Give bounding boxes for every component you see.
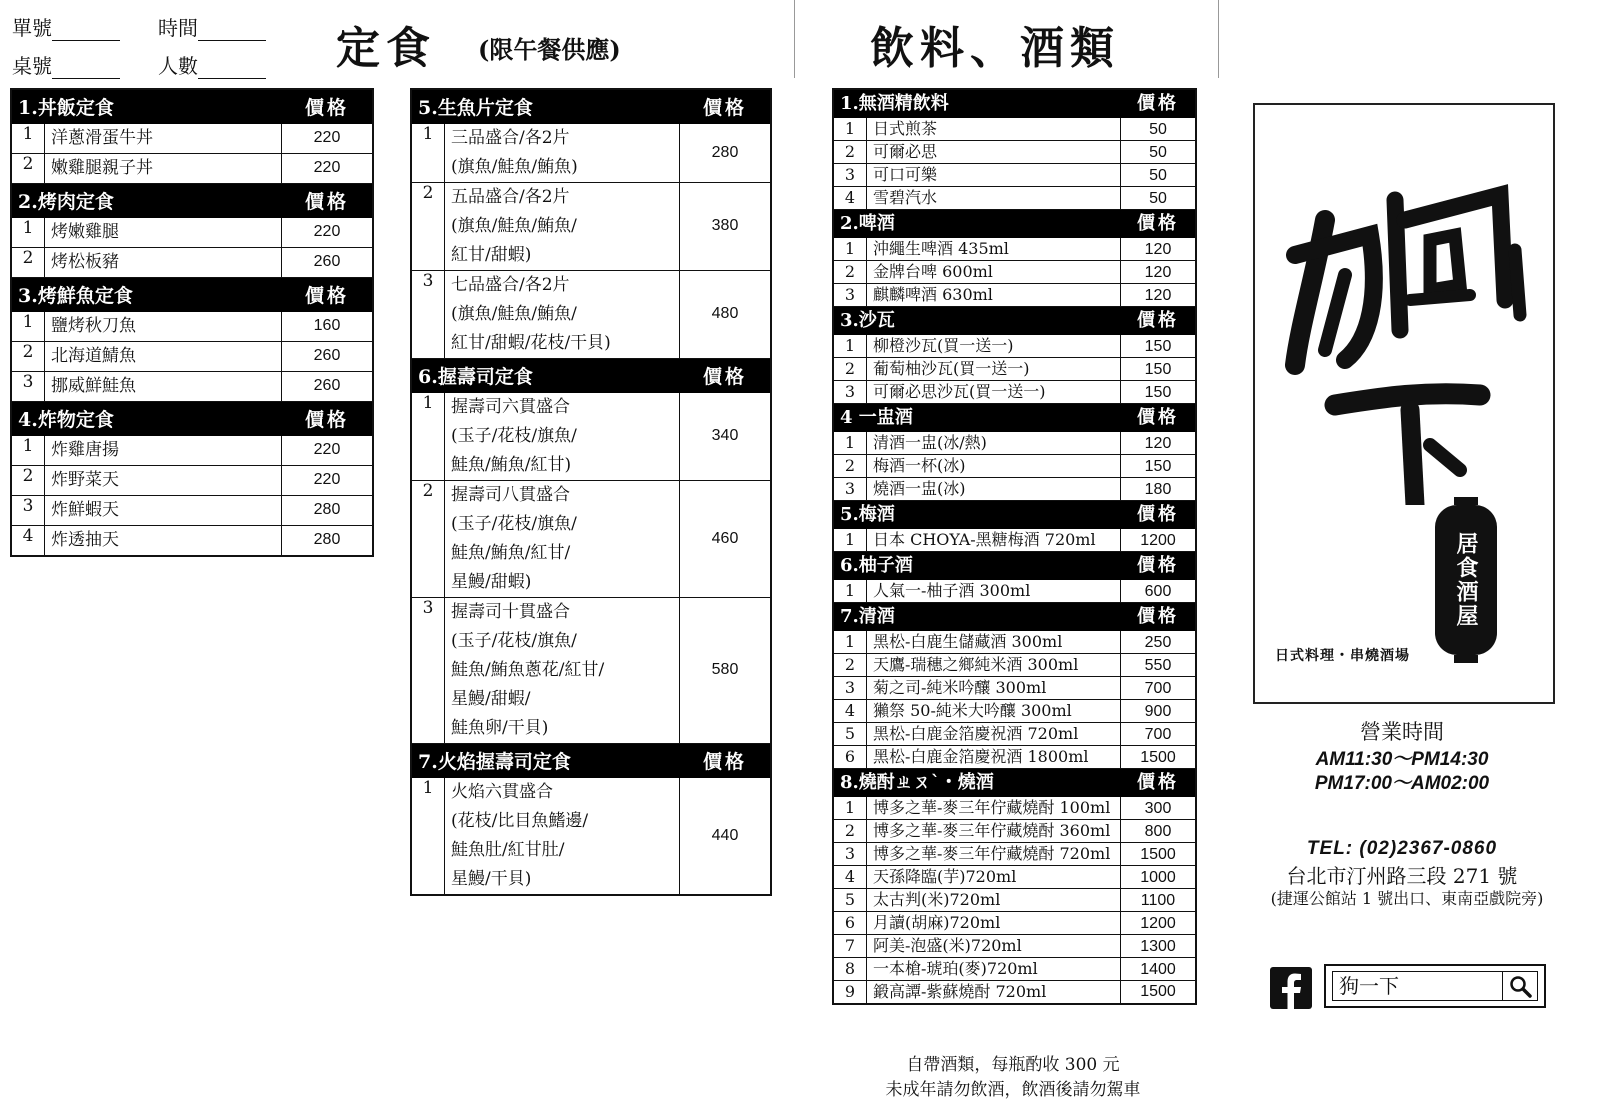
hours-dinner: PM17:00～AM02:00 xyxy=(1314,773,1490,794)
item-number: 1 xyxy=(833,335,867,358)
price-header: 價格 xyxy=(1121,552,1197,580)
item-price: 1500 xyxy=(1121,746,1197,769)
menu-row xyxy=(833,700,1196,723)
price-header: 價格 xyxy=(680,89,772,123)
section-title: 4 一盅酒 xyxy=(833,404,1121,432)
item-name: 博多之華-麥三年佇藏燒酎 360ml xyxy=(867,820,1121,843)
set-meal-note: (限午餐供應) xyxy=(478,35,621,64)
menu-row xyxy=(411,182,771,270)
menu-row xyxy=(11,341,373,371)
item-number: 1 xyxy=(833,238,867,261)
item-price: 340 xyxy=(680,392,772,480)
item-number: 1 xyxy=(11,123,45,153)
section-title: 6.握壽司定食 xyxy=(411,358,680,392)
item-price: 600 xyxy=(1121,580,1197,603)
phone-number: TEL: (02)2367-0860 xyxy=(1306,838,1498,859)
menu-row xyxy=(833,723,1196,746)
item-name: 黑松-白鹿金箔慶祝酒 720ml xyxy=(867,723,1121,746)
item-number: 1 xyxy=(411,777,445,895)
menu-row xyxy=(833,238,1196,261)
item-name: 清酒一盅(冰/熱) xyxy=(867,432,1121,455)
item-price: 380 xyxy=(680,182,772,270)
item-price: 260 xyxy=(282,371,374,401)
section-header xyxy=(11,183,373,217)
item-number: 2 xyxy=(11,153,45,183)
item-name: 挪威鮮鮭魚 xyxy=(45,371,282,401)
item-price: 50 xyxy=(1121,118,1197,141)
people-count-field: 人數 xyxy=(158,50,266,79)
section-header xyxy=(833,210,1196,238)
item-name xyxy=(445,270,680,358)
item-price: 550 xyxy=(1121,654,1197,677)
facebook-search-input[interactable]: 狗一下 xyxy=(1332,971,1536,1001)
item-number: 6 xyxy=(833,912,867,935)
item-number: 1 xyxy=(833,118,867,141)
section-title: 4.炸物定食 xyxy=(11,401,282,435)
item-line: (花枝/比目魚鰭邊/ xyxy=(451,810,589,831)
price-header: 價格 xyxy=(1121,769,1197,797)
item-name: 葡萄柚沙瓦(買一送一) xyxy=(867,358,1121,381)
item-name xyxy=(445,597,680,743)
item-price: 260 xyxy=(282,341,374,371)
brand-logo-panel xyxy=(1253,103,1555,704)
price-header: 價格 xyxy=(1121,210,1197,238)
section-header xyxy=(833,404,1196,432)
item-name: 鹽烤秋刀魚 xyxy=(45,311,282,341)
item-name: 日本 CHOYA-黑糖梅酒 720ml xyxy=(867,529,1121,552)
item-number: 8 xyxy=(833,958,867,981)
item-line: 握壽司八貫盛合 xyxy=(451,484,570,505)
item-price: 1200 xyxy=(1121,529,1197,552)
section-header xyxy=(11,277,373,311)
item-number: 2 xyxy=(833,654,867,677)
drinks-menu xyxy=(832,88,1197,1005)
item-line: 紅甘/甜蝦/花枝/干貝) xyxy=(451,332,611,353)
menu-row xyxy=(833,187,1196,210)
item-number: 1 xyxy=(11,217,45,247)
address-note: (捷運公館站 1 號出口、東南亞戲院旁) xyxy=(1270,889,1544,908)
item-line: (旗魚/鮭魚/鮪魚/ xyxy=(451,215,577,236)
item-line: 七品盛合/各2片 xyxy=(451,274,570,295)
item-number: 3 xyxy=(833,677,867,700)
item-price: 800 xyxy=(1121,820,1197,843)
section-title: 1.丼飯定食 xyxy=(11,89,282,123)
item-price: 260 xyxy=(282,247,374,277)
section-header xyxy=(833,501,1196,529)
price-header: 價格 xyxy=(282,401,374,435)
menu-row xyxy=(833,912,1196,935)
section-title: 7.火焰握壽司定食 xyxy=(411,743,680,777)
section-header xyxy=(411,89,771,123)
item-name: 天鷹-瑞穗之鄉純米酒 300ml xyxy=(867,654,1121,677)
drinking-warning: 未成年請勿飲酒，飲酒後請勿駕車 xyxy=(885,1080,1141,1100)
item-number: 3 xyxy=(11,495,45,525)
item-number: 2 xyxy=(11,247,45,277)
time-field: 時間 xyxy=(158,12,266,41)
item-number: 4 xyxy=(833,187,867,210)
byob-note: 自帶酒類，每瓶酌收 300 元 xyxy=(906,1055,1120,1075)
section-header xyxy=(411,358,771,392)
section-title: 7.清酒 xyxy=(833,603,1121,631)
section-title: 6.柚子酒 xyxy=(833,552,1121,580)
item-line: 五品盛合/各2片 xyxy=(451,186,570,207)
item-number: 1 xyxy=(833,631,867,654)
item-price: 120 xyxy=(1121,261,1197,284)
item-name: 炸野菜天 xyxy=(45,465,282,495)
item-name: 嫩雞腿親子丼 xyxy=(45,153,282,183)
menu-row xyxy=(833,580,1196,603)
menu-row xyxy=(411,597,771,743)
item-line: 鮭魚/鮪魚蔥花/紅甘/ xyxy=(451,659,605,680)
item-name: 烤嫩雞腿 xyxy=(45,217,282,247)
item-price: 150 xyxy=(1121,358,1197,381)
item-line: 星鰻/甜蝦) xyxy=(451,571,532,592)
item-name: 黑松-白鹿生儲藏酒 300ml xyxy=(867,631,1121,654)
menu-row xyxy=(833,478,1196,501)
section-header xyxy=(833,603,1196,631)
item-name: 可爾必思 xyxy=(867,141,1121,164)
menu-row xyxy=(833,358,1196,381)
section-header xyxy=(11,401,373,435)
item-line: 握壽司十貫盛合 xyxy=(451,601,570,622)
facebook-search-box xyxy=(1324,964,1546,1008)
item-number: 4 xyxy=(11,525,45,556)
item-name: 柳橙沙瓦(買一送一) xyxy=(867,335,1121,358)
menu-row xyxy=(833,746,1196,769)
item-number: 2 xyxy=(833,455,867,478)
menu-row xyxy=(11,311,373,341)
menu-row xyxy=(11,123,373,153)
menu-row xyxy=(833,164,1196,187)
item-price: 160 xyxy=(282,311,374,341)
search-icon xyxy=(1503,972,1537,1000)
menu-row xyxy=(833,631,1196,654)
item-line: (旗魚/鮭魚/鮪魚) xyxy=(451,156,578,177)
item-number: 1 xyxy=(411,123,445,182)
section-title: 5.梅酒 xyxy=(833,501,1121,529)
menu-row xyxy=(833,654,1196,677)
item-price: 1500 xyxy=(1121,843,1197,866)
table-number-field: 桌號 xyxy=(12,50,120,79)
item-name: 金牌台啤 600ml xyxy=(867,261,1121,284)
item-number: 4 xyxy=(833,700,867,723)
item-price: 50 xyxy=(1121,187,1197,210)
item-line: 紅甘/甜蝦) xyxy=(451,244,532,265)
item-number: 1 xyxy=(833,580,867,603)
menu-row xyxy=(11,525,373,556)
item-price: 280 xyxy=(282,525,374,556)
item-name: 雪碧汽水 xyxy=(867,187,1121,210)
item-price: 50 xyxy=(1121,164,1197,187)
facebook-icon[interactable] xyxy=(1270,967,1312,1009)
section-title: 3.烤鮮魚定食 xyxy=(11,277,282,311)
item-line: 三品盛合/各2片 xyxy=(451,127,570,148)
menu-row xyxy=(833,677,1196,700)
menu-row xyxy=(833,261,1196,284)
item-price: 220 xyxy=(282,153,374,183)
item-number: 7 xyxy=(833,935,867,958)
item-name: 可口可樂 xyxy=(867,164,1121,187)
item-name: 鍛高譚-紫蘇燒酎 720ml xyxy=(867,981,1121,1004)
item-number: 1 xyxy=(833,797,867,820)
item-price: 1000 xyxy=(1121,866,1197,889)
menu-row xyxy=(11,371,373,401)
item-price: 1400 xyxy=(1121,958,1197,981)
price-header: 價格 xyxy=(680,358,772,392)
search-button[interactable] xyxy=(1502,971,1538,1001)
item-price: 120 xyxy=(1121,238,1197,261)
item-name: 梅酒一杯(冰) xyxy=(867,455,1121,478)
menu-row xyxy=(11,435,373,465)
address: 台北市汀州路三段 271 號 xyxy=(1286,864,1518,888)
item-number: 1 xyxy=(11,435,45,465)
item-price: 700 xyxy=(1121,723,1197,746)
menu-row xyxy=(833,432,1196,455)
item-name xyxy=(445,182,680,270)
item-number: 3 xyxy=(411,597,445,743)
item-name: 燒酒一盅(冰) xyxy=(867,478,1121,501)
item-number: 1 xyxy=(833,432,867,455)
item-price: 700 xyxy=(1121,677,1197,700)
item-price: 150 xyxy=(1121,455,1197,478)
item-number: 9 xyxy=(833,981,867,1004)
item-price: 480 xyxy=(680,270,772,358)
menu-row xyxy=(411,777,771,895)
menu-row xyxy=(833,141,1196,164)
item-number: 2 xyxy=(11,465,45,495)
item-price: 280 xyxy=(282,495,374,525)
item-name: 炸雞唐揚 xyxy=(45,435,282,465)
section-header xyxy=(833,89,1196,118)
item-number: 2 xyxy=(411,480,445,597)
item-line: 鮭魚/鮪魚/紅甘) xyxy=(451,454,572,475)
price-header: 價格 xyxy=(282,277,374,311)
item-price: 220 xyxy=(282,123,374,153)
lantern-logo: 居食酒屋 xyxy=(1435,505,1497,655)
item-price: 300 xyxy=(1121,797,1197,820)
item-name: 人氣一-柚子酒 300ml xyxy=(867,580,1121,603)
menu-row xyxy=(833,529,1196,552)
item-line: 星鰻/甜蝦/ xyxy=(451,688,531,709)
item-price: 1200 xyxy=(1121,912,1197,935)
item-name: 黑松-白鹿金箔慶祝酒 1800ml xyxy=(867,746,1121,769)
menu-row xyxy=(833,797,1196,820)
item-number: 3 xyxy=(11,371,45,401)
price-header: 價格 xyxy=(1121,501,1197,529)
hours-lunch: AM11:30～PM14:30 xyxy=(1315,749,1489,770)
menu-row xyxy=(411,123,771,182)
item-number: 2 xyxy=(833,358,867,381)
menu-row xyxy=(833,981,1196,1004)
item-name xyxy=(445,777,680,895)
item-line: (玉子/花枝/旗魚/ xyxy=(451,425,577,446)
item-line: (玉子/花枝/旗魚/ xyxy=(451,630,577,651)
item-number: 1 xyxy=(11,311,45,341)
item-name: 博多之華-麥三年佇藏燒酎 720ml xyxy=(867,843,1121,866)
item-price: 220 xyxy=(282,435,374,465)
item-name: 阿美-泡盛(米)720ml xyxy=(867,935,1121,958)
item-line: 握壽司六貫盛合 xyxy=(451,396,570,417)
price-header: 價格 xyxy=(1121,307,1197,335)
item-name: 洋蔥滑蛋牛丼 xyxy=(45,123,282,153)
set-meal-menu-left xyxy=(10,88,374,557)
item-number: 5 xyxy=(833,889,867,912)
item-number: 3 xyxy=(833,478,867,501)
item-price: 440 xyxy=(680,777,772,895)
order-number-field: 單號 xyxy=(12,12,120,41)
item-name: 獺祭 50-純米大吟釀 300ml xyxy=(867,700,1121,723)
item-price: 280 xyxy=(680,123,772,182)
section-title: 3.沙瓦 xyxy=(833,307,1121,335)
price-header: 價格 xyxy=(1121,603,1197,631)
item-number: 3 xyxy=(833,381,867,404)
item-price: 250 xyxy=(1121,631,1197,654)
item-price: 1100 xyxy=(1121,889,1197,912)
price-header: 價格 xyxy=(1121,89,1197,118)
menu-row xyxy=(11,495,373,525)
drinks-title: 飲料、酒類 xyxy=(870,23,1120,74)
item-number: 1 xyxy=(833,529,867,552)
item-price: 220 xyxy=(282,465,374,495)
menu-row xyxy=(833,935,1196,958)
menu-row xyxy=(833,958,1196,981)
menu-row xyxy=(411,480,771,597)
item-number: 2 xyxy=(833,141,867,164)
item-price: 120 xyxy=(1121,432,1197,455)
item-line: 火焰六貫盛合 xyxy=(451,781,553,802)
menu-row xyxy=(833,820,1196,843)
item-line: (玉子/花枝/旗魚/ xyxy=(451,513,577,534)
item-number: 1 xyxy=(411,392,445,480)
menu-row xyxy=(11,247,373,277)
item-number: 2 xyxy=(411,182,445,270)
price-header: 價格 xyxy=(1121,404,1197,432)
section-title: 5.生魚片定食 xyxy=(411,89,680,123)
item-name: 博多之華-麥三年佇藏燒酎 100ml xyxy=(867,797,1121,820)
menu-row xyxy=(11,153,373,183)
item-line: 鮭魚卵/干貝) xyxy=(451,717,549,738)
item-line: 星鰻/干貝) xyxy=(451,868,532,889)
menu-row xyxy=(833,843,1196,866)
item-number: 3 xyxy=(833,843,867,866)
item-number: 4 xyxy=(833,866,867,889)
section-header xyxy=(833,552,1196,580)
menu-row xyxy=(833,335,1196,358)
section-title: 2.烤肉定食 xyxy=(11,183,282,217)
item-number: 3 xyxy=(411,270,445,358)
price-header: 價格 xyxy=(282,183,374,217)
item-name: 沖繩生啤酒 435ml xyxy=(867,238,1121,261)
item-price: 580 xyxy=(680,597,772,743)
item-number: 2 xyxy=(833,820,867,843)
item-name: 一本槍-琥珀(麥)720ml xyxy=(867,958,1121,981)
item-number: 2 xyxy=(833,261,867,284)
item-price: 1500 xyxy=(1121,981,1197,1004)
section-header xyxy=(833,307,1196,335)
item-name: 月讀(胡麻)720ml xyxy=(867,912,1121,935)
item-name: 天孫降臨(芋)720ml xyxy=(867,866,1121,889)
section-title: 2.啤酒 xyxy=(833,210,1121,238)
item-name: 北海道鯖魚 xyxy=(45,341,282,371)
item-number: 2 xyxy=(11,341,45,371)
item-price: 180 xyxy=(1121,478,1197,501)
section-title: 8.燒酎ㄓㄡˋ・燒酒 xyxy=(833,769,1121,797)
section-title: 1.無酒精飲料 xyxy=(833,89,1121,118)
item-number: 6 xyxy=(833,746,867,769)
brand-logo-calligraphy xyxy=(1255,125,1549,505)
item-name xyxy=(445,123,680,182)
set-meal-menu-middle xyxy=(410,88,772,896)
item-price: 50 xyxy=(1121,141,1197,164)
menu-row xyxy=(411,270,771,358)
item-name: 炸透抽天 xyxy=(45,525,282,556)
menu-row xyxy=(833,866,1196,889)
menu-row xyxy=(833,284,1196,307)
item-price: 120 xyxy=(1121,284,1197,307)
menu-row xyxy=(833,889,1196,912)
item-name: 日式煎茶 xyxy=(867,118,1121,141)
item-price: 460 xyxy=(680,480,772,597)
menu-row xyxy=(411,392,771,480)
menu-row xyxy=(833,118,1196,141)
price-header: 價格 xyxy=(680,743,772,777)
item-line: 鮭魚肚/紅甘肚/ xyxy=(451,839,565,860)
item-price: 220 xyxy=(282,217,374,247)
menu-row xyxy=(833,381,1196,404)
brand-tagline: 日式料理・串燒酒場 xyxy=(1275,648,1410,664)
item-name: 烤松板豬 xyxy=(45,247,282,277)
menu-row xyxy=(833,455,1196,478)
hours-title: 營業時間 xyxy=(1360,720,1444,744)
item-name: 麒麟啤酒 630ml xyxy=(867,284,1121,307)
item-number: 3 xyxy=(833,284,867,307)
section-header xyxy=(411,743,771,777)
item-price: 150 xyxy=(1121,335,1197,358)
section-header xyxy=(11,89,373,123)
menu-row xyxy=(11,465,373,495)
menu-row xyxy=(11,217,373,247)
item-name xyxy=(445,480,680,597)
item-number: 5 xyxy=(833,723,867,746)
set-meal-title: 定食 xyxy=(336,23,436,74)
item-name: 菊之司-純米吟釀 300ml xyxy=(867,677,1121,700)
price-header: 價格 xyxy=(282,89,374,123)
item-line: 鮭魚/鮪魚/紅甘/ xyxy=(451,542,571,563)
item-number: 3 xyxy=(833,164,867,187)
item-name: 可爾必思沙瓦(買一送一) xyxy=(867,381,1121,404)
item-line: (旗魚/鮭魚/鮪魚/ xyxy=(451,303,577,324)
item-price: 900 xyxy=(1121,700,1197,723)
item-price: 1300 xyxy=(1121,935,1197,958)
item-name xyxy=(445,392,680,480)
item-name: 太古判(米)720ml xyxy=(867,889,1121,912)
item-price: 150 xyxy=(1121,381,1197,404)
item-name: 炸鮮蝦天 xyxy=(45,495,282,525)
section-header xyxy=(833,769,1196,797)
